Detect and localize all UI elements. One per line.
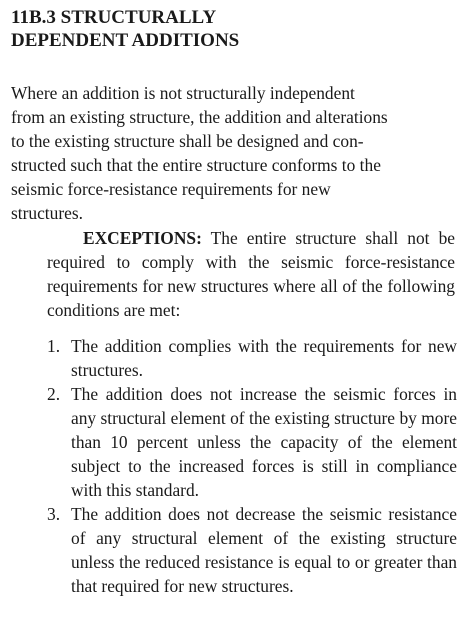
list-item-number: 1. [47,336,61,356]
list-item-text: The addition complies with the requirements for new structures. [71,336,457,380]
exceptions-block [47,226,455,322]
list-item-text: The addition does not increase the seismic forces in any structural element of the existing structure by more than 10 percent unless the capacity of the element subject to the increased forces is still in compliance with this standard. [71,384,457,500]
list-item [47,382,457,502]
section-heading-line-2: DEPENDENT ADDITIONS [11,30,240,51]
exceptions-label: EXCEPTIONS: [83,228,202,248]
exceptions-text: The entire structure shall not be required to comply with the seismic force-resistance requirements for new structures where all of the following conditions are met: [47,228,455,320]
list-item-number: 2. [47,384,61,404]
list-item-number: 3. [47,504,61,524]
conditions-list [47,334,457,598]
section-heading [11,6,456,52]
section-heading-line-1: 11B.3 STRUCTURALLY [11,7,217,28]
list-item [47,502,457,598]
section-paragraph: Where an addition is not structurally independent from an existing structure, the addition and alterations to the existing structure shall be designed and con- structed such that the entire structure conforms to the seismic force-resistance requirements for new structures. [11,83,388,223]
list-item-text: The addition does not decrease the seismic resistance of any structural element of the existing structure unless the reduced resistance is equal to or greater than that required for new structures. [71,504,457,596]
document-page [11,6,457,596]
list-item [47,334,457,382]
